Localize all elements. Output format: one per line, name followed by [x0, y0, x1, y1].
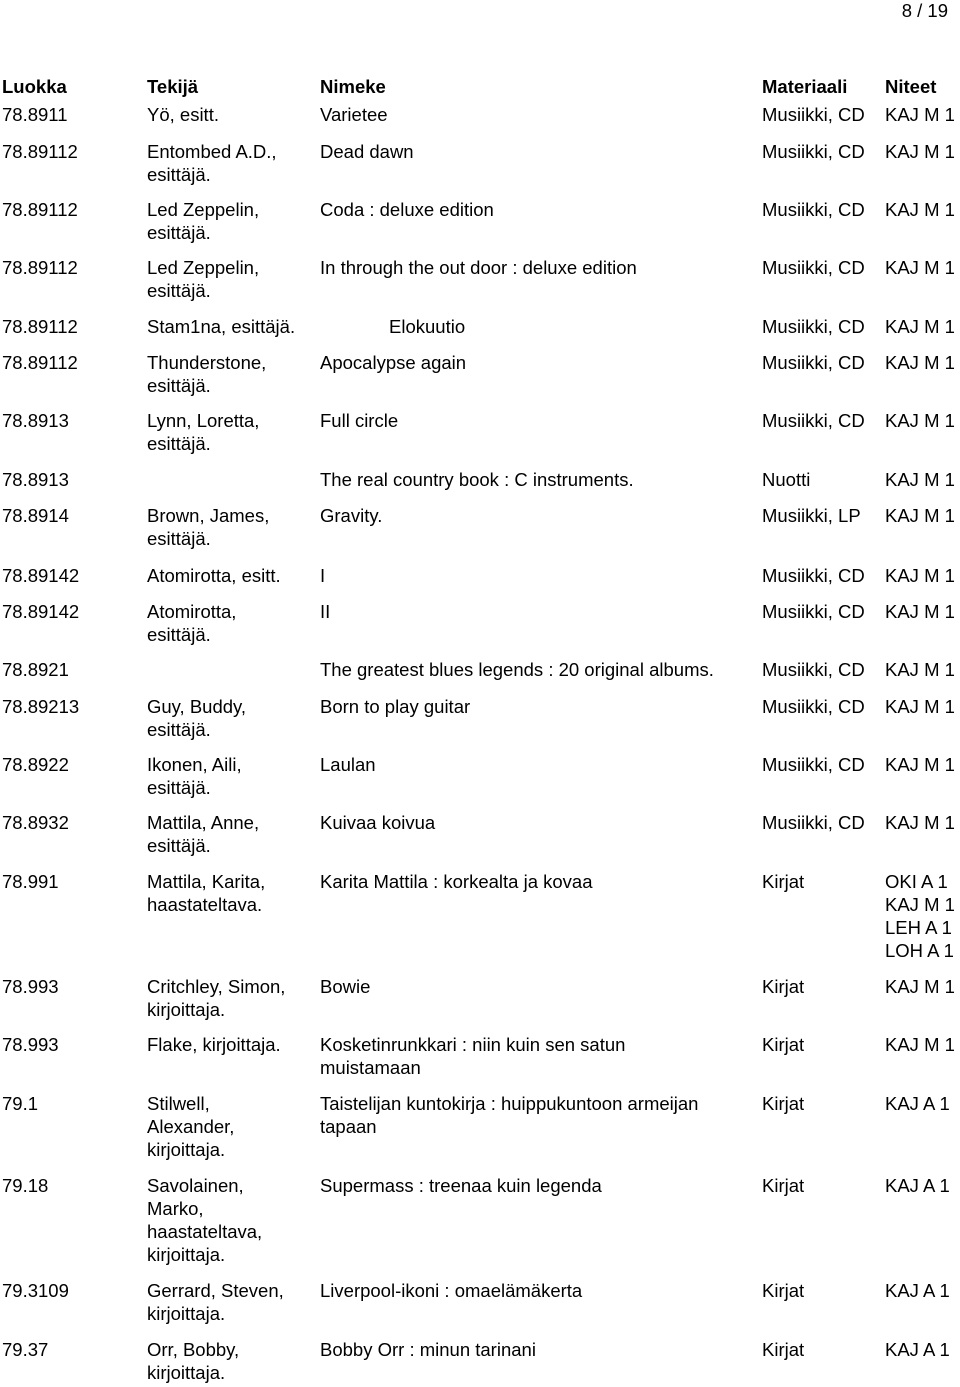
tekija-cell: Thunderstone, esittäjä.	[147, 352, 267, 396]
tekija-cell: Stilwell, Alexander, kirjoittaja.	[147, 1093, 235, 1160]
nimeke-cell: Bowie	[320, 976, 371, 997]
luokka-cell: 78.8914	[2, 505, 69, 526]
niteet-cell: KAJ A 1	[885, 1175, 950, 1196]
niteet-cell: KAJ M 1	[885, 199, 955, 220]
tekija-cell: Led Zeppelin, esittäjä.	[147, 257, 260, 301]
materiaali-cell: Musiikki, CD	[762, 352, 865, 373]
materiaali-cell: Kirjat	[762, 871, 805, 892]
niteet-cell: KAJ A 1	[885, 1093, 950, 1114]
niteet-cell: KAJ M 1	[885, 141, 955, 162]
nimeke-cell: II	[320, 601, 331, 622]
niteet-cell: KAJ M 1	[885, 976, 955, 997]
luokka-cell: 78.89112	[2, 316, 78, 337]
tekija-cell: Mattila, Karita, haastateltava.	[147, 871, 266, 915]
nimeke-cell: Born to play guitar	[320, 696, 471, 717]
luokka-cell: 79.3109	[2, 1280, 69, 1301]
tekija-cell: Savolainen, Marko, haastateltava, kirjoittaja.	[147, 1175, 263, 1265]
niteet-cell: KAJ M 1	[885, 812, 955, 833]
header-materiaali: Materiaali	[762, 76, 848, 97]
tekija-cell: Stam1na, esittäjä.	[147, 316, 296, 337]
niteet-cell: KAJ M 1	[885, 754, 955, 775]
luokka-cell: 78.8913	[2, 469, 69, 490]
nimeke-cell: Karita Mattila : korkealta ja kovaa	[320, 871, 593, 892]
materiaali-cell: Kirjat	[762, 976, 805, 997]
materiaali-cell: Musiikki, CD	[762, 141, 865, 162]
niteet-cell: KAJ A 1	[885, 1339, 950, 1360]
luokka-cell: 79.37	[2, 1339, 49, 1360]
niteet-cell: KAJ M 1	[885, 352, 955, 373]
luokka-cell: 79.1	[2, 1093, 39, 1114]
luokka-cell: 78.89142	[2, 565, 80, 586]
nimeke-cell: The real country book : C instruments.	[320, 469, 634, 490]
luokka-cell: 78.89112	[2, 199, 78, 220]
materiaali-cell: Musiikki, CD	[762, 812, 865, 833]
header-tekija: Tekijä	[147, 76, 199, 97]
materiaali-cell: Musiikki, CD	[762, 316, 865, 337]
luokka-cell: 78.8922	[2, 754, 69, 775]
luokka-cell: 78.89112	[2, 141, 78, 162]
tekija-cell: Lynn, Loretta, esittäjä.	[147, 410, 260, 454]
materiaali-cell: Musiikki, CD	[762, 199, 865, 220]
materiaali-cell: Musiikki, LP	[762, 505, 861, 526]
nimeke-cell: The greatest blues legends : 20 original albums.	[320, 659, 714, 680]
materiaali-cell: Kirjat	[762, 1339, 805, 1360]
luokka-cell: 78.89213	[2, 696, 80, 717]
niteet-cell: KAJ M 1	[885, 601, 955, 622]
tekija-cell: Entombed A.D., esittäjä.	[147, 141, 277, 185]
nimeke-cell: Liverpool-ikoni : omaelämäkerta	[320, 1280, 583, 1301]
nimeke-cell: Coda : deluxe edition	[320, 199, 494, 220]
luokka-cell: 79.18	[2, 1175, 49, 1196]
nimeke-cell: I	[320, 565, 326, 586]
materiaali-cell: Kirjat	[762, 1280, 805, 1301]
luokka-cell: 78.8911	[2, 104, 68, 125]
luokka-cell: 78.89112	[2, 352, 78, 373]
nimeke-cell: Gravity.	[320, 505, 383, 526]
materiaali-cell: Musiikki, CD	[762, 754, 865, 775]
header-nimeke: Nimeke	[320, 76, 386, 97]
nimeke-cell: Elokuutio	[389, 316, 466, 337]
nimeke-cell: Kuivaa koivua	[320, 812, 436, 833]
luokka-cell: 78.8932	[2, 812, 69, 833]
materiaali-cell: Musiikki, CD	[762, 257, 865, 278]
nimeke-cell: Apocalypse again	[320, 352, 467, 373]
materiaali-cell: Nuotti	[762, 469, 811, 490]
nimeke-cell: Kosketinrunkkari : niin kuin sen satun muistamaan	[320, 1034, 626, 1078]
materiaali-cell: Kirjat	[762, 1175, 805, 1196]
nimeke-cell: In through the out door : deluxe edition	[320, 257, 637, 278]
header-niteet: Niteet	[885, 76, 937, 97]
nimeke-cell: Taistelijan kuntokirja : huippukuntoon armeijan tapaan	[320, 1093, 699, 1137]
nimeke-cell: Laulan	[320, 754, 376, 775]
niteet-cell: KAJ M 1	[885, 505, 955, 526]
luokka-cell: 78.89112	[2, 257, 78, 278]
tekija-cell: Flake, kirjoittaja.	[147, 1034, 281, 1055]
luokka-cell: 78.89142	[2, 601, 80, 622]
niteet-cell: KAJ M 1	[885, 696, 955, 717]
niteet-cell: KAJ A 1	[885, 1280, 950, 1301]
materiaali-cell: Musiikki, CD	[762, 659, 865, 680]
tekija-cell: Gerrard, Steven, kirjoittaja.	[147, 1280, 284, 1324]
tekija-cell: Led Zeppelin, esittäjä.	[147, 199, 260, 243]
materiaali-cell: Musiikki, CD	[762, 565, 865, 586]
niteet-cell: KAJ M 1	[885, 659, 955, 680]
materiaali-cell: Kirjat	[762, 1034, 805, 1055]
tekija-cell: Brown, James, esittäjä.	[147, 505, 270, 549]
luokka-cell: 78.993	[2, 1034, 59, 1055]
nimeke-cell: Varietee	[320, 104, 388, 125]
nimeke-cell: Bobby Orr : minun tarinani	[320, 1339, 536, 1360]
tekija-cell: Atomirotta, esittäjä.	[147, 601, 237, 645]
header-luokka: Luokka	[2, 76, 67, 97]
niteet-cell: KAJ M 1	[885, 257, 955, 278]
tekija-cell: Atomirotta, esitt.	[147, 565, 281, 586]
niteet-cell: OKI A 1 KAJ M 1 LEH A 1 LOH A 1	[885, 871, 955, 961]
tekija-cell: Mattila, Anne, esittäjä.	[147, 812, 260, 856]
tekija-cell: Orr, Bobby, kirjoittaja.	[147, 1339, 240, 1383]
nimeke-cell: Supermass : treenaa kuin legenda	[320, 1175, 602, 1196]
luokka-cell: 78.991	[2, 871, 59, 892]
niteet-cell: KAJ M 1	[885, 469, 955, 490]
luokka-cell: 78.8913	[2, 410, 69, 431]
materiaali-cell: Musiikki, CD	[762, 410, 865, 431]
materiaali-cell: Musiikki, CD	[762, 601, 865, 622]
niteet-cell: KAJ M 1	[885, 104, 955, 125]
tekija-cell: Ikonen, Aili, esittäjä.	[147, 754, 242, 798]
tekija-cell: Critchley, Simon, kirjoittaja.	[147, 976, 286, 1020]
nimeke-cell: Full circle	[320, 410, 399, 431]
materiaali-cell: Musiikki, CD	[762, 696, 865, 717]
luokka-cell: 78.8921	[2, 659, 69, 680]
tekija-cell: Guy, Buddy, esittäjä.	[147, 696, 247, 740]
luokka-cell: 78.993	[2, 976, 59, 997]
materiaali-cell: Musiikki, CD	[762, 104, 865, 125]
page-number: 8 / 19	[901, 0, 948, 21]
niteet-cell: KAJ M 1	[885, 1034, 955, 1055]
tekija-cell: Yö, esitt.	[147, 104, 219, 125]
materiaali-cell: Kirjat	[762, 1093, 805, 1114]
nimeke-cell: Dead dawn	[320, 141, 414, 162]
niteet-cell: KAJ M 1	[885, 565, 955, 586]
niteet-cell: KAJ M 1	[885, 410, 955, 431]
niteet-cell: KAJ M 1	[885, 316, 955, 337]
